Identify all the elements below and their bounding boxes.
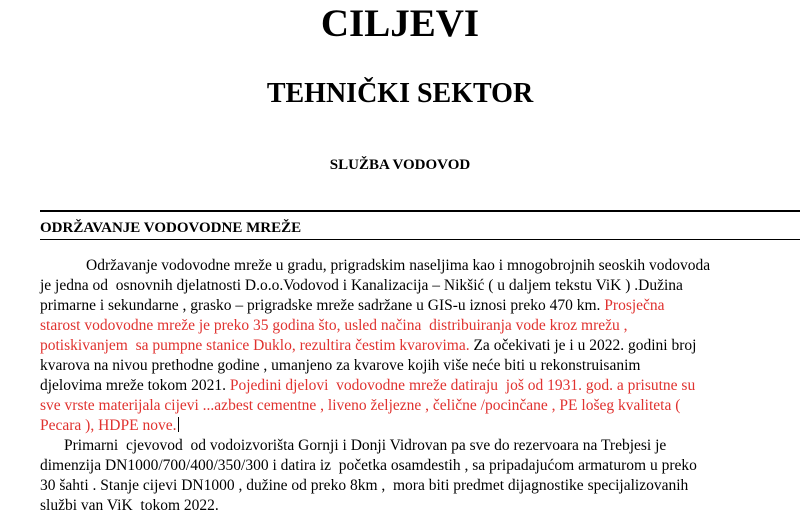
section-rule-top xyxy=(40,210,800,212)
service-title: SLUŽBA VODOVOD xyxy=(329,157,471,173)
section-heading: ODRŽAVANJE VODOVODNE MREŽE xyxy=(40,220,302,236)
text-line xyxy=(40,416,800,436)
text-run: primarne i sekundarne , grasko – prigradske mreže sadržane u GIS-u iznosi preko 470 km. xyxy=(40,297,605,314)
text-line xyxy=(40,376,800,396)
text-line: službi van ViK tokom 2022. xyxy=(40,497,219,514)
text-line: kvarova na nivou prethodne godine , umanjeno za kvarove kojih više neće biti u rekonstruisanim xyxy=(40,357,641,374)
text-run: djelovima mreže tokom 2021. xyxy=(40,377,230,394)
highlighted-text: Pojedini djelovi vodovodne mreže datiraju još od 1931. god. a prisutne su xyxy=(229,377,696,394)
sector-title: TEHNIČKI SEKTOR xyxy=(266,78,534,109)
text-line xyxy=(40,336,800,356)
page-title: CILJEVI xyxy=(320,2,480,45)
section-rule-bottom xyxy=(40,239,800,240)
text-line: Održavanje vodovodne mreže u gradu, prigradskim naseljima kao i mnogobrojnih seoskih vodovoda xyxy=(86,257,711,274)
highlighted-text: starost vodovodne mreže je preko 35 godina što, usled načina distribuiranja vode kroz mrežu , xyxy=(40,317,628,334)
text-line: je jedna od osnovnih djelatnosti D.o.o.Vodovod i Kanalizacija – Nikšić ( u daljem tekstu ViK ) .Dužina xyxy=(40,277,683,294)
highlighted-text: Pecara ), HDPE nove. xyxy=(40,417,177,434)
text-line xyxy=(40,296,800,316)
highlighted-text: potiskivanjem sa pumpne stanice Duklo, rezultira čestim kvarovima. xyxy=(40,337,470,354)
text-cursor xyxy=(178,417,179,432)
text-line: dimenzija DN1000/700/400/350/300 i datira iz početka osamdestih , sa pripadajućom armaturom u preko xyxy=(40,457,697,474)
text-line: 30 šahti . Stanje cijevi DN1000 , dužine od preko 8km , mora biti predmet dijagnostike specijalizovanih xyxy=(40,477,689,494)
text-run: Za očekivati je i u 2022. godini broj xyxy=(469,337,697,354)
highlighted-text: sve vrste materijala cijevi ...azbest cementne , liveno željezne , čelične /pocinčane , PE lošeg kvaliteta ( xyxy=(40,397,681,414)
text-line: Primarni cjevovod od vodoizvorišta Gornji i Donji Vidrovan pa sve do rezervoara na Trebjesi je xyxy=(64,437,667,454)
highlighted-text: Prosječna xyxy=(604,297,665,314)
